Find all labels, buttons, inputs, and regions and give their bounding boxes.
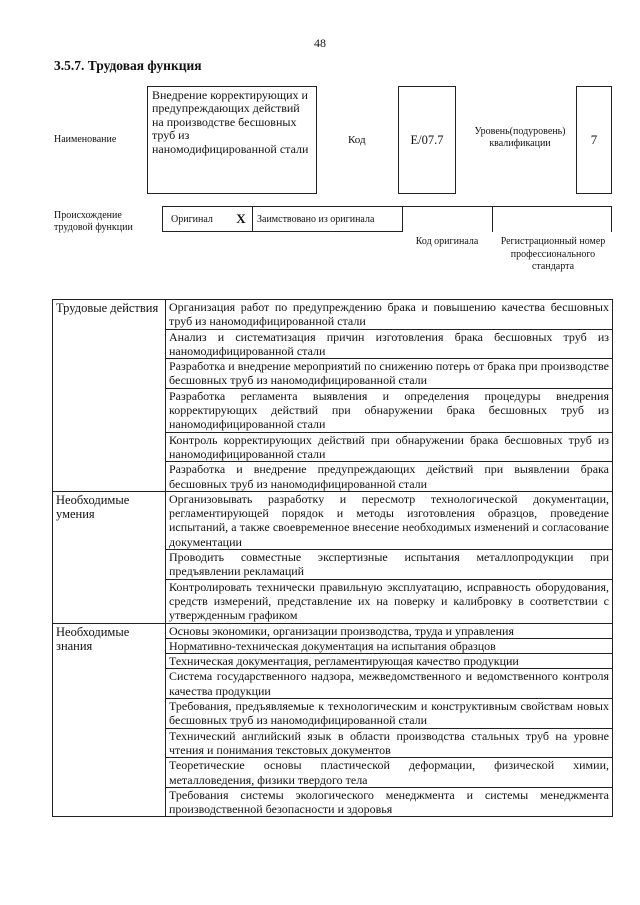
code-label: Код <box>348 134 366 146</box>
name-label: Наименование <box>54 134 117 145</box>
table-cell: Разработка и внедрение предупреждающих действий при выявлении брака бесшовных труб из наномодифицированной стали <box>166 462 613 492</box>
origin-label: Происхождение трудовой функции <box>54 210 133 233</box>
table-cell: Разработка регламента выявления и определения процедуры внедрения корректирующих действий при обнаружении брака бесшовных труб из наномодифицированной стали <box>166 388 613 432</box>
table-row <box>53 623 613 638</box>
table-cell: Нормативно-техническая документация на испытания образцов <box>166 638 613 653</box>
category-cell: Трудовые действия <box>53 300 166 492</box>
origin-borrowed-cell <box>252 206 402 232</box>
page-number: 48 <box>314 36 326 50</box>
table-row <box>53 491 613 549</box>
table-cell: Разработка и внедрение мероприятий по снижению потерь от брака при производстве бесшовных труб из наномодифицированной стали <box>166 359 613 389</box>
table-cell: Система государственного надзора, межведомственного и ведомственного контроля качества продукции <box>166 669 613 699</box>
origin-row <box>162 206 612 232</box>
table-cell: Организация работ по предупреждению брака и повышению качества бесшовных труб из наномодифицированной стали <box>166 300 613 330</box>
table-cell: Контроль корректирующих действий при обнаружении брака бесшовных труб из наномодифицированной стали <box>166 432 613 462</box>
reg-number-caption: Регистрационный номер профессионального стандарта <box>500 236 606 272</box>
table-cell: Теоретические основы пластической деформации, физической химии, металловедения, физики твердого тела <box>166 758 613 788</box>
origin-original-mark: X <box>236 211 246 226</box>
function-table <box>52 299 613 817</box>
code-value: Е/07.7 <box>398 86 456 194</box>
table-cell: Технический английский язык в области производства стальных труб на уровне чтения и понимания текстовых документов <box>166 728 613 758</box>
category-cell: Необходимые знания <box>53 623 166 817</box>
level-label: Уровень(подуровень) квалификации <box>474 126 566 149</box>
table-cell: Организовывать разработку и пересмотр технологической документации, регламентирующей порядок и методы изготовления образцов, проведение испытаний, а также своевременное внесение необходимых изменений и согласование документации <box>166 491 613 549</box>
table-cell: Требования, предъявляемые к технологическим и конструктивным свойствам новых бесшовных труб из наномодифицированной стали <box>166 699 613 729</box>
origin-original-label: Оригинал <box>171 213 213 225</box>
table-cell: Контролировать технически правильную эксплуатацию, исправность оборудования, средств измерений, представление их на поверку и калибровку в соответствии с утвержденным графиком <box>166 579 613 623</box>
table-cell: Основы экономики, организации производства, труда и управления <box>166 623 613 638</box>
section-title: 3.5.7. Трудовая функция <box>54 58 202 73</box>
origin-borrowed-label: Заимствовано из оригинала <box>257 213 375 225</box>
table-cell: Требования системы экологического менеджмента и системы менеджмента производственной безопасности и здоровья <box>166 787 613 817</box>
table-cell: Анализ и систематизация причин изготовления брака бесшовных труб из наномодифицированной стали <box>166 329 613 359</box>
origin-code-cell <box>402 206 492 232</box>
origin-reg-number-cell <box>492 206 612 232</box>
category-cell: Необходимые умения <box>53 491 166 623</box>
name-value: Внедрение корректирующих и предупреждающих действий на производстве бесшовных труб из наномодифицированной стали <box>147 86 317 194</box>
code-original-caption: Код оригинала <box>415 236 479 247</box>
level-value: 7 <box>576 86 612 194</box>
table-row <box>53 300 613 330</box>
table-cell: Техническая документация, регламентирующая качество продукции <box>166 654 613 669</box>
origin-original-cell <box>162 206 230 232</box>
table-cell: Проводить совместные экспертизные испытания металлопродукции при предъявлении рекламаций <box>166 550 613 580</box>
